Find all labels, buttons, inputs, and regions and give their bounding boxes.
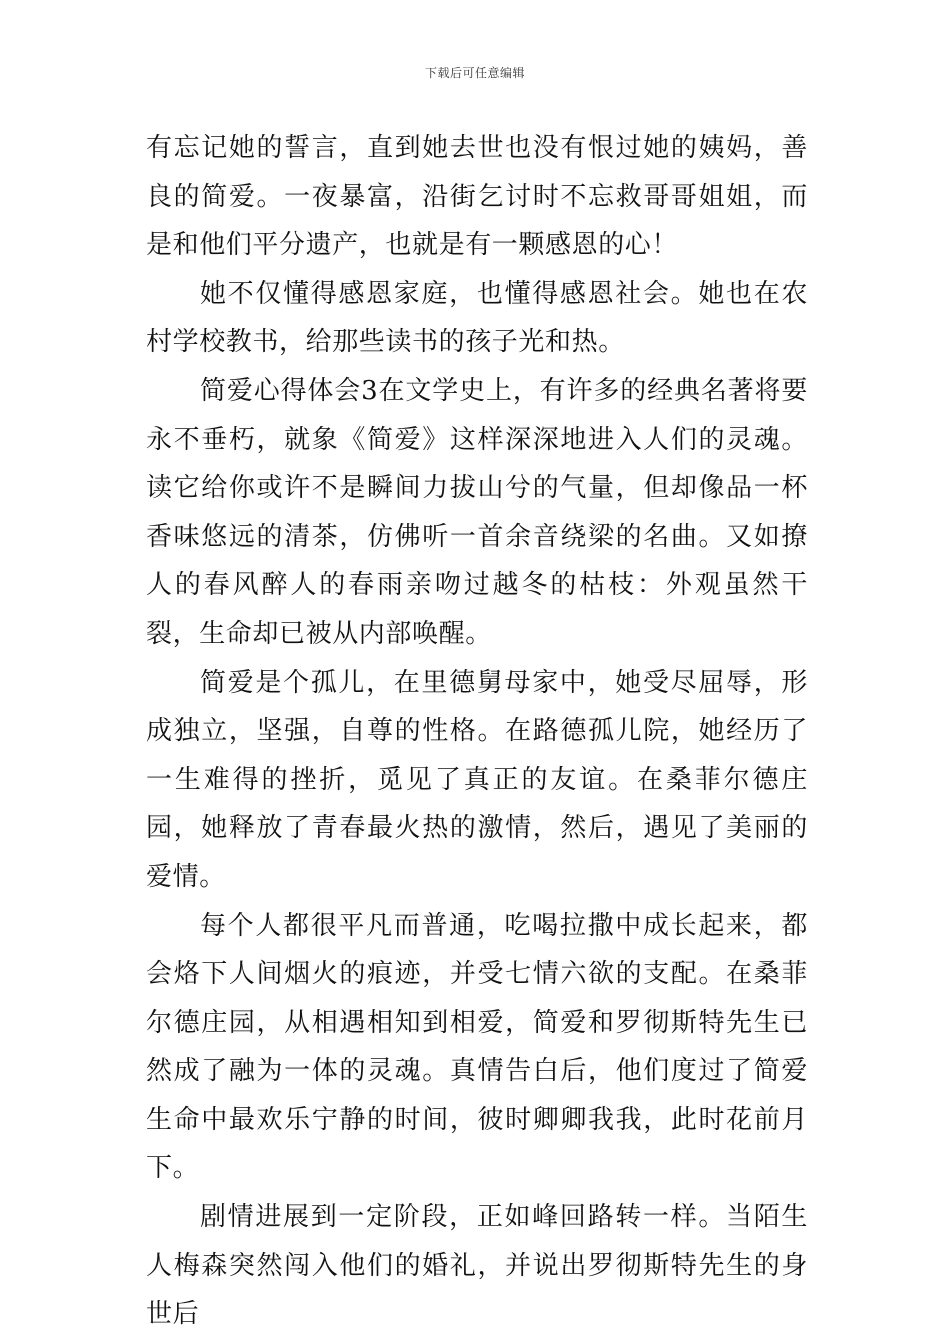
paragraph: 每个人都很平凡而普通，吃喝拉撒中成长起来，都会烙下人间烟火的痕迹，并受七情六欲的支配。在桑菲尔德庄园，从相遇相知到相爱，简爱和罗彻斯特先生已然成了融为一体的灵魂。真情告白后，他们度过了简爱生命中最欢乐宁静的时间，彼时卿卿我我，此时花前月下。 (146, 910, 808, 1184)
paragraph: 有忘记她的誓言，直到她去世也没有恨过她的姨妈，善良的简爱。一夜暴富，沿街乞讨时不忘救哥哥姐姐，而是和他们平分遗产，也就是有一颗感恩的心！ (146, 133, 808, 261)
paragraph: 简爱是个孤儿，在里德舅母家中，她受尽屈辱，形成独立，坚强，自尊的性格。在路德孤儿院，她经历了一生难得的挫折，觅见了真正的友谊。在桑菲尔德庄园，她释放了青春最火热的激情，然后，遇见了美丽的爱情。 (146, 667, 808, 892)
document-body (146, 124, 808, 1339)
page-header: 下载后可任意编辑 (424, 66, 525, 80)
paragraph: 剧情进展到一定阶段，正如峰回路转一样。当陌生人梅森突然闯入他们的婚礼，并说出罗彻斯特先生的身世后 (146, 1202, 808, 1330)
paragraph: 简爱心得体会3在文学史上，有许多的经典名著将要永不垂朽，就象《简爱》这样深深地进入人们的灵魂。读它给你或许不是瞬间力拔山兮的气量，但却像品一杯香味悠远的清茶，仿佛听一首余音绕梁的名曲。又如撩人的春风醉人的春雨亲吻过越冬的枯枝：外观虽然干裂，生命却已被从内部唤醒。 (146, 375, 808, 649)
paragraph: 她不仅懂得感恩家庭，也懂得感恩社会。她也在农村学校教书，给那些读书的孩子光和热。 (146, 278, 808, 358)
